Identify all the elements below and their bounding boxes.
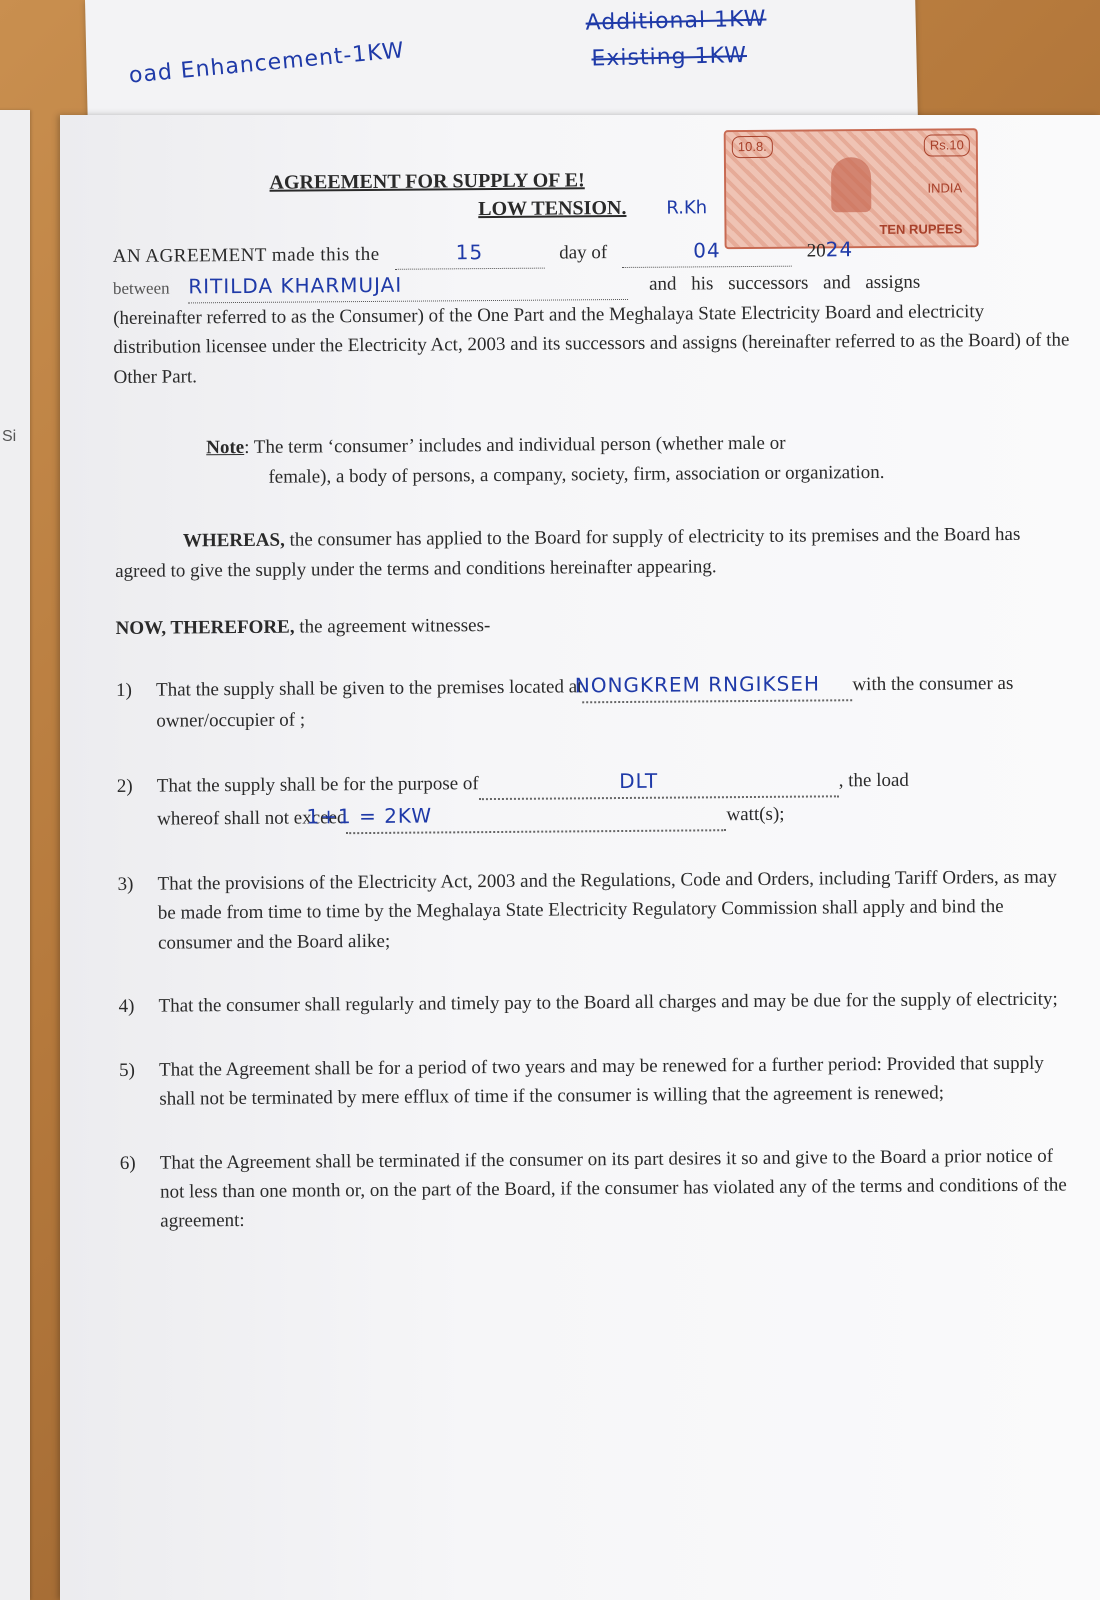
title-line-2: LOW TENSION. [478, 196, 627, 221]
date-month-field: 04 [622, 235, 792, 268]
clause-4-text: That the consumer shall regularly and timely pay to the Board all charges and may be due for the supply of electricity; [158, 988, 1058, 1017]
clause-3-text: That the provisions of the Electricity Act, 2003 and the Regulations, Code and Orders, including Tariff Orders, as may be made from time to time by the Meghalaya State Electricity Regulatory Commission shall apply and bind the consumer and the Board alike; [157, 866, 1057, 954]
load-field: 1+1 = 2KW [346, 798, 726, 834]
now-therefore-text: the agreement witnesses- [294, 615, 491, 638]
clause-2-text-c: whereof shall not exceed [157, 807, 347, 830]
clause-4-number: 4) [118, 996, 135, 1018]
note-line-1: : The term ‘consumer’ includes and individual person (whether male or [244, 433, 786, 459]
clause-6-text: That the Agreement shall be terminated if the consumer on its part desires it so and give to the Board a prior notice of not less than one month or, on the part of the Board, if the consumer has violated any of the terms and conditions of the agreement: [159, 1145, 1067, 1233]
emblem-icon [831, 157, 871, 212]
date-day-field: 15 [394, 237, 544, 270]
consumer-name-field: RITILDA KHARMUJAI [188, 268, 628, 303]
clause-2-number: 2) [116, 775, 133, 797]
stamp-country: INDIA [927, 180, 963, 196]
intro-label: AN AGREEMENT made this the [112, 243, 380, 267]
intro-year-label: 20 [806, 240, 826, 262]
agreement-content [112, 137, 1080, 1236]
premises-field: NONGKREM RNGIKSEH [582, 668, 852, 703]
handwritten-back-note: oad Enhancement-1KW [127, 38, 406, 89]
title-line-1: AGREEMENT FOR SUPPLY OF E! [269, 169, 585, 194]
now-therefore-heading: NOW, THEREFORE, [115, 616, 295, 640]
clause-1-text-b: with the consumer as owner/occupier of ; [156, 672, 1014, 732]
purpose-field: DLT [479, 764, 839, 800]
edge-text: Si [2, 428, 17, 445]
clause-3-number: 3) [117, 873, 134, 895]
now-therefore-paragraph [115, 607, 1075, 644]
date-year-field: 24 [825, 237, 854, 262]
handwritten-struck-existing: Existing 1KW [591, 42, 748, 72]
clause-1-number: 1) [116, 679, 132, 701]
clause-2-text-b: , the load [838, 769, 909, 792]
stamp-value-tag: Rs.10 [924, 134, 970, 157]
clause-6-number: 6) [119, 1152, 136, 1174]
note-block [114, 427, 1074, 493]
whereas-text: the consumer has applied to the Board for supply of electricity to its premises and the Board has agreed to give the supply under the terms and conditions hereinafter appearing. [115, 524, 1021, 582]
whereas-paragraph [115, 520, 1075, 586]
intro-between-label: between [112, 278, 170, 298]
clause-5 [119, 1048, 1079, 1114]
clause-5-text: That the Agreement shall be for a period of two years and may be renewed for a further period: Provided that supply shall not be terminated by mere efflux of time if the consumer is willing that the agreement is renewed; [158, 1052, 1044, 1110]
note-line-2: female), a body of persons, a company, society, firm, association or organization. [268, 461, 885, 488]
intro-paragraph: (hereinafter referred to as the Consumer) of the One Part and the Meghalaya State Electricity Board and electricity distribution licensee under the Electricity Act, 2003 and its successors and assigns (hereinafter referred to as the Board) of the Other Part. [113, 301, 1070, 388]
clause-1-text-a: That the supply shall be given to the premises located at [156, 675, 583, 701]
stamp-denomination: TEN RUPEES [879, 221, 963, 237]
left-underlying-sheet [0, 110, 30, 1600]
clause-2-text-d: watt(s); [726, 803, 785, 826]
clause-5-number: 5) [118, 1059, 135, 1081]
stamp-left-tag: 10.8. [732, 136, 773, 158]
note-label: Note [206, 437, 245, 459]
whereas-heading: WHEREAS, [182, 529, 285, 552]
intro-successors-label: and his successors and assigns [648, 271, 921, 295]
agreement-page [60, 115, 1100, 1600]
revenue-stamp [666, 128, 979, 249]
clause-3 [117, 862, 1078, 958]
clause-4 [118, 985, 1078, 1022]
clause-1 [116, 666, 1076, 736]
handwritten-struck-additional: Additional 1KW [585, 6, 767, 36]
clause-2-text-a: That the supply shall be for the purpose of [156, 773, 479, 797]
handwritten-signature: R.Kh [666, 197, 708, 219]
intro-day-label: day of [559, 242, 608, 264]
clause-2 [117, 762, 1077, 836]
clause-6 [120, 1141, 1081, 1237]
